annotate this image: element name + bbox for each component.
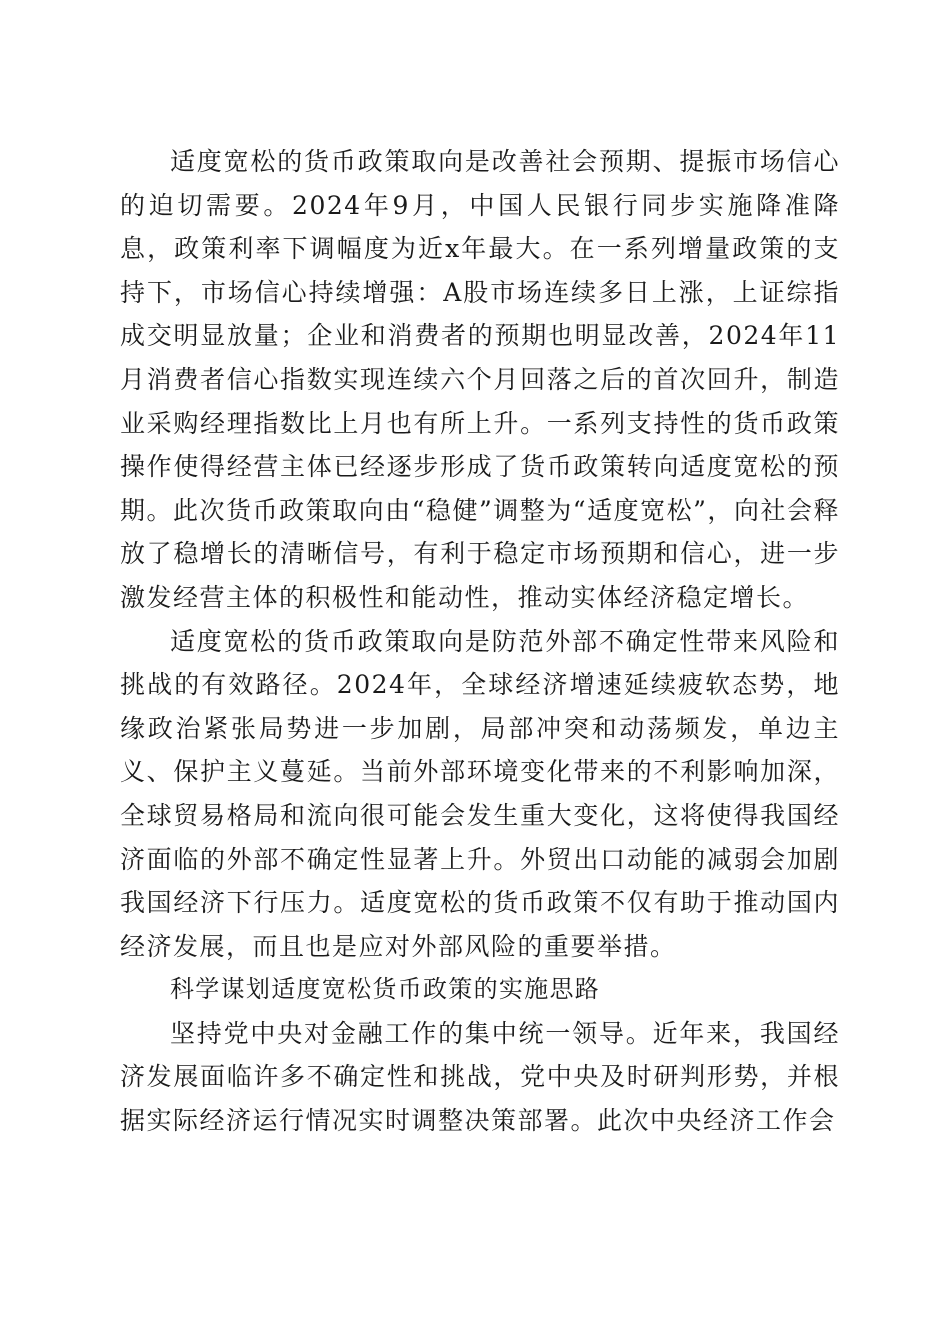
- paragraph-party-leadership: 坚持党中央对金融工作的集中统一领导。近年来，我国经济发展面临许多不确定性和挑战，党中央及时研判形势，并根据实际经济运行情况实时调整决策部署。此次中央经济工作会: [120, 1018, 840, 1136]
- paragraph-monetary-policy-expectations: 适度宽松的货币政策取向是改善社会预期、提振市场信心的迫切需要。2024年9月，中国人民银行同步实施降准降息，政策利率下调幅度为近x年最大。在一系列增量政策的支持下，市场信心持续增强：A股市场连续多日上涨，上证综指成交明显放量；企业和消费者的预期也明显改善，2024年11月消费者信心指数实现连续六个月回落之后的首次回升，制造业采购经理指数比上月也有所上升。一系列支持性的货币政策操作使得经营主体已经逐步形成了货币政策转向适度宽松的预期。此次货币政策取向由“稳健”调整为“适度宽松”，向社会释放了稳增长的清晰信号，有利于稳定市场预期和信心，进一步激发经营主体的积极性和能动性，推动实体经济稳定增长。: [120, 147, 840, 612]
- section-heading: 科学谋划适度宽松货币政策的实施思路: [170, 975, 601, 1004]
- paragraph-external-uncertainty: 适度宽松的货币政策取向是防范外部不确定性带来风险和挑战的有效路径。2024年，全球经济增速延续疲软态势，地缘政治紧张局势进一步加剧，局部冲突和动荡频发，单边主义、保护主义蔓延。当前外部环境变化带来的不利影响加深，全球贸易格局和流向很可能会发生重大变化，这将使得我国经济面临的外部不确定性显著上升。外贸出口动能的减弱会加剧我国经济下行压力。适度宽松的货币政策不仅有助于推动国内经济发展，而且也是应对外部风险的重要举措。: [120, 626, 840, 961]
- document-body: [120, 140, 840, 1143]
